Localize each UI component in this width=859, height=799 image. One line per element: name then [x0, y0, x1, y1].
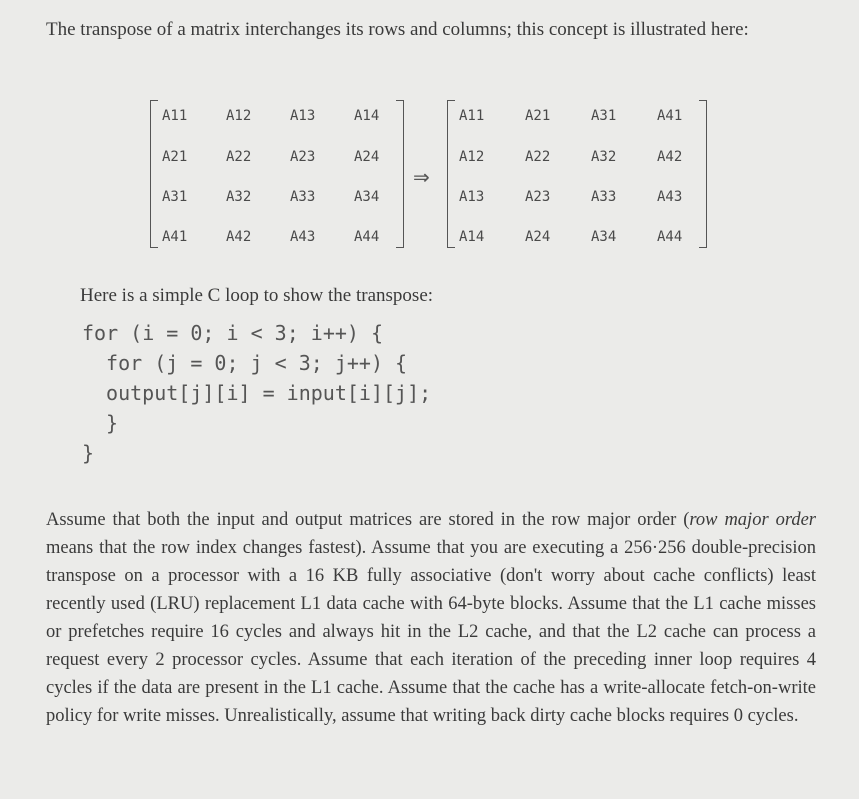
- matrix-cell: A14: [354, 108, 380, 124]
- matrix-cell: A23: [525, 189, 551, 205]
- matrix-row: [162, 149, 394, 169]
- matrix-cell: A44: [657, 229, 683, 245]
- matrix-row: [459, 229, 697, 249]
- matrix-row: [162, 108, 394, 128]
- right-bracket: [699, 100, 707, 248]
- matrix-cell: A12: [226, 108, 252, 124]
- matrix-cell: A31: [162, 189, 188, 205]
- code-line: output[j][i] = input[i][j];: [94, 381, 432, 405]
- matrix-cell: A22: [226, 149, 252, 165]
- input-matrix: [150, 100, 404, 250]
- matrix-row: [459, 189, 697, 209]
- assumptions-paragraph: [46, 506, 816, 730]
- matrix-cell: A34: [354, 189, 380, 205]
- matrix-cell: A13: [459, 189, 485, 205]
- matrix-cell: A43: [657, 189, 683, 205]
- matrix-cell: A24: [354, 149, 380, 165]
- left-bracket: [447, 100, 455, 248]
- matrix-cell: A41: [657, 108, 683, 124]
- matrix-cell: A12: [459, 149, 485, 165]
- matrix-cell: A22: [525, 149, 551, 165]
- matrix-cell: A33: [591, 189, 617, 205]
- intro-paragraph: The transpose of a matrix interchanges its rows and columns; this concept is illustrated here:: [46, 19, 749, 40]
- matrix-cell: A11: [162, 108, 188, 124]
- matrix-cell: A42: [657, 149, 683, 165]
- matrix-cell: A23: [290, 149, 316, 165]
- code-block: [82, 318, 431, 468]
- matrix-cell: A34: [591, 229, 617, 245]
- matrix-cell: A24: [525, 229, 551, 245]
- code-line: for (j = 0; j < 3; j++) {: [94, 351, 408, 375]
- italic-term: row major order: [689, 510, 816, 530]
- matrix-cell: A21: [162, 149, 188, 165]
- body-text-part2: means that the row index changes fastest). Assume that you are executing a 256·256 double-precision transpose on a processor with a 16 KB fully associative (don't worry about cache conflicts) least recently used (LRU) replacement L1 data cache with 64-byte blocks. Assume that the L1 cache misses or prefetches require 16 cycles and always hit in the L2 cache, and that the L2 cache can process a request every 2 processor cycles. Assume that each iteration of the preceding inner loop requires 4 cycles if the data are present in the L1 cache. Assume that the cache has a write-allocate fetch-on-write policy for write misses. Unrealistically, assume that writing back dirty cache blocks requires 0 cycles.: [46, 538, 816, 726]
- matrix-cell: A33: [290, 189, 316, 205]
- transposed-matrix: [447, 100, 707, 250]
- matrix-cell: A21: [525, 108, 551, 124]
- matrix-row: [162, 189, 394, 209]
- matrix-cell: A44: [354, 229, 380, 245]
- matrix-cell: A43: [290, 229, 316, 245]
- transpose-arrow-icon: ⇒: [413, 165, 430, 189]
- matrix-cell: A13: [290, 108, 316, 124]
- body-text-part1: Assume that both the input and output matrices are stored in the row major order (: [46, 510, 690, 530]
- matrix-cell: A32: [591, 149, 617, 165]
- code-line: for (i = 0; i < 3; i++) {: [82, 321, 384, 345]
- code-intro-text: Here is a simple C loop to show the transpose:: [80, 285, 434, 306]
- matrix-row: [459, 149, 697, 169]
- matrix-row: [459, 108, 697, 128]
- code-line: }: [82, 441, 95, 465]
- matrix-cell: A42: [226, 229, 252, 245]
- matrix-cell: A31: [591, 108, 617, 124]
- matrix-cell: A41: [162, 229, 188, 245]
- right-bracket: [396, 100, 404, 248]
- matrix-cell: A11: [459, 108, 485, 124]
- left-bracket: [150, 100, 158, 248]
- code-line: }: [94, 411, 119, 435]
- matrix-row: [162, 229, 394, 249]
- matrix-cell: A14: [459, 229, 485, 245]
- matrix-cell: A32: [226, 189, 252, 205]
